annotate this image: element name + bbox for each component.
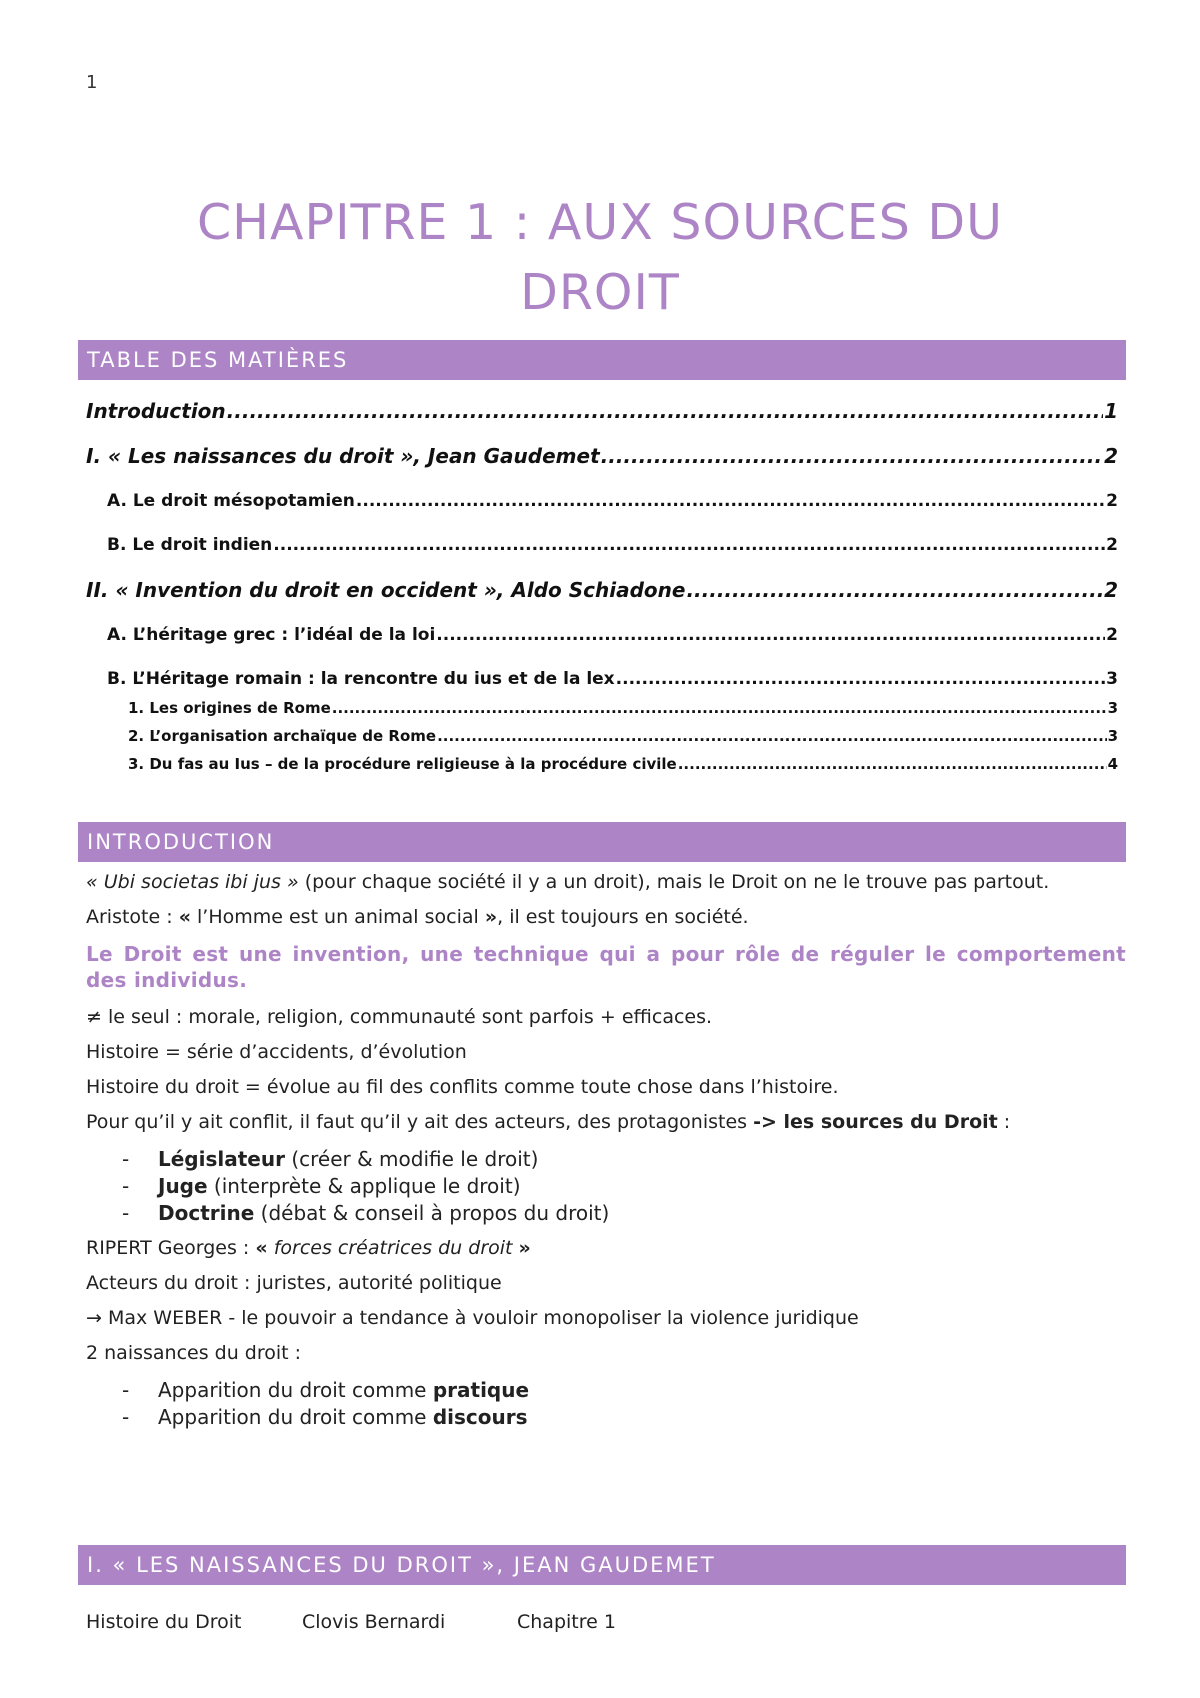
intro-line-histoire: Histoire = série d’accidents, d’évolution <box>86 1041 467 1063</box>
toc-entry-introduction[interactable]: Introduction ..... 1 <box>86 399 1118 423</box>
toc-entry-section-2b-3[interactable]: 3. Du fas au Ius – de la procédure religieuse à la procédure civile ..... 4 <box>128 755 1118 773</box>
toc-entry-section-2[interactable]: II. « Invention du droit en occident », Aldo Schiadone ..... 2 <box>86 578 1118 602</box>
intro-line-weber: → Max WEBER - le pouvoir a tendance à vouloir monopoliser la violence juridique <box>86 1307 859 1329</box>
toc-entry-section-1[interactable]: I. « Les naissances du droit », Jean Gaudemet ..... 2 <box>86 444 1118 468</box>
footer-chapter: Chapitre 1 <box>517 1611 616 1633</box>
page-number: 1 <box>86 72 98 93</box>
intro-line-conflit: Pour qu’il y ait conflit, il faut qu’il y ait des acteurs, des protagonistes -> les sources du Droit : <box>86 1111 1011 1133</box>
document-title <box>0 188 1200 328</box>
intro-line-ripert: RIPERT Georges : « forces créatrices du droit » <box>86 1237 531 1259</box>
footer-course: Histoire du Droit <box>86 1611 242 1633</box>
list-item-pratique: - Apparition du droit comme pratique <box>122 1378 530 1402</box>
intro-line-naissances: 2 naissances du droit : <box>86 1342 302 1364</box>
list-item-legislateur: - Législateur (créer & modifie le droit) <box>122 1147 539 1171</box>
intro-line-ubi-societas: « Ubi societas ibi jus » (pour chaque société il y a un droit), mais le Droit on ne le trouve pas partout. <box>86 871 1050 893</box>
intro-line-acteurs: Acteurs du droit : juristes, autorité politique <box>86 1272 502 1294</box>
toc-entry-section-2b-1[interactable]: 1. Les origines de Rome ..... 3 <box>128 699 1118 717</box>
intro-lead-definition: Le Droit est une invention, une technique qui a pour rôle de réguler le comportement des individus. <box>86 942 1126 992</box>
toc-entry-section-1b[interactable]: B. Le droit indien ..... 2 <box>107 535 1118 555</box>
intro-line-not-alone: ≠ le seul : morale, religion, communauté sont parfois + efficaces. <box>86 1006 713 1028</box>
intro-line-aristote: Aristote : « l’Homme est un animal social », il est toujours en société. <box>86 906 749 928</box>
toc-entry-section-2b[interactable]: B. L’Héritage romain : la rencontre du ius et de la lex ..... 3 <box>107 669 1118 689</box>
list-item-discours: - Apparition du droit comme discours <box>122 1405 528 1429</box>
title-line-1: CHAPITRE 1 : AUX SOURCES DU <box>196 194 1004 251</box>
toc-heading: TABLE DES MATIÈRES <box>78 340 1126 380</box>
intro-line-histoire-droit: Histoire du droit = évolue au fil des conflits comme toute chose dans l’histoire. <box>86 1076 839 1098</box>
footer-author: Clovis Bernardi <box>302 1611 446 1633</box>
toc-entry-section-1a[interactable]: A. Le droit mésopotamien ..... 2 <box>107 491 1118 511</box>
section-1-heading: I. « LES NAISSANCES DU DROIT », JEAN GAUDEMET <box>78 1545 1126 1585</box>
toc-entry-section-2a[interactable]: A. L’héritage grec : l’idéal de la loi ..... 2 <box>107 625 1118 645</box>
list-item-doctrine: - Doctrine (débat & conseil à propos du droit) <box>122 1201 610 1225</box>
introduction-heading: INTRODUCTION <box>78 822 1126 862</box>
list-item-juge: - Juge (interprète & applique le droit) <box>122 1174 521 1198</box>
toc-entry-section-2b-2[interactable]: 2. L’organisation archaïque de Rome ..... 3 <box>128 727 1118 745</box>
title-line-2: DROIT <box>520 264 680 321</box>
